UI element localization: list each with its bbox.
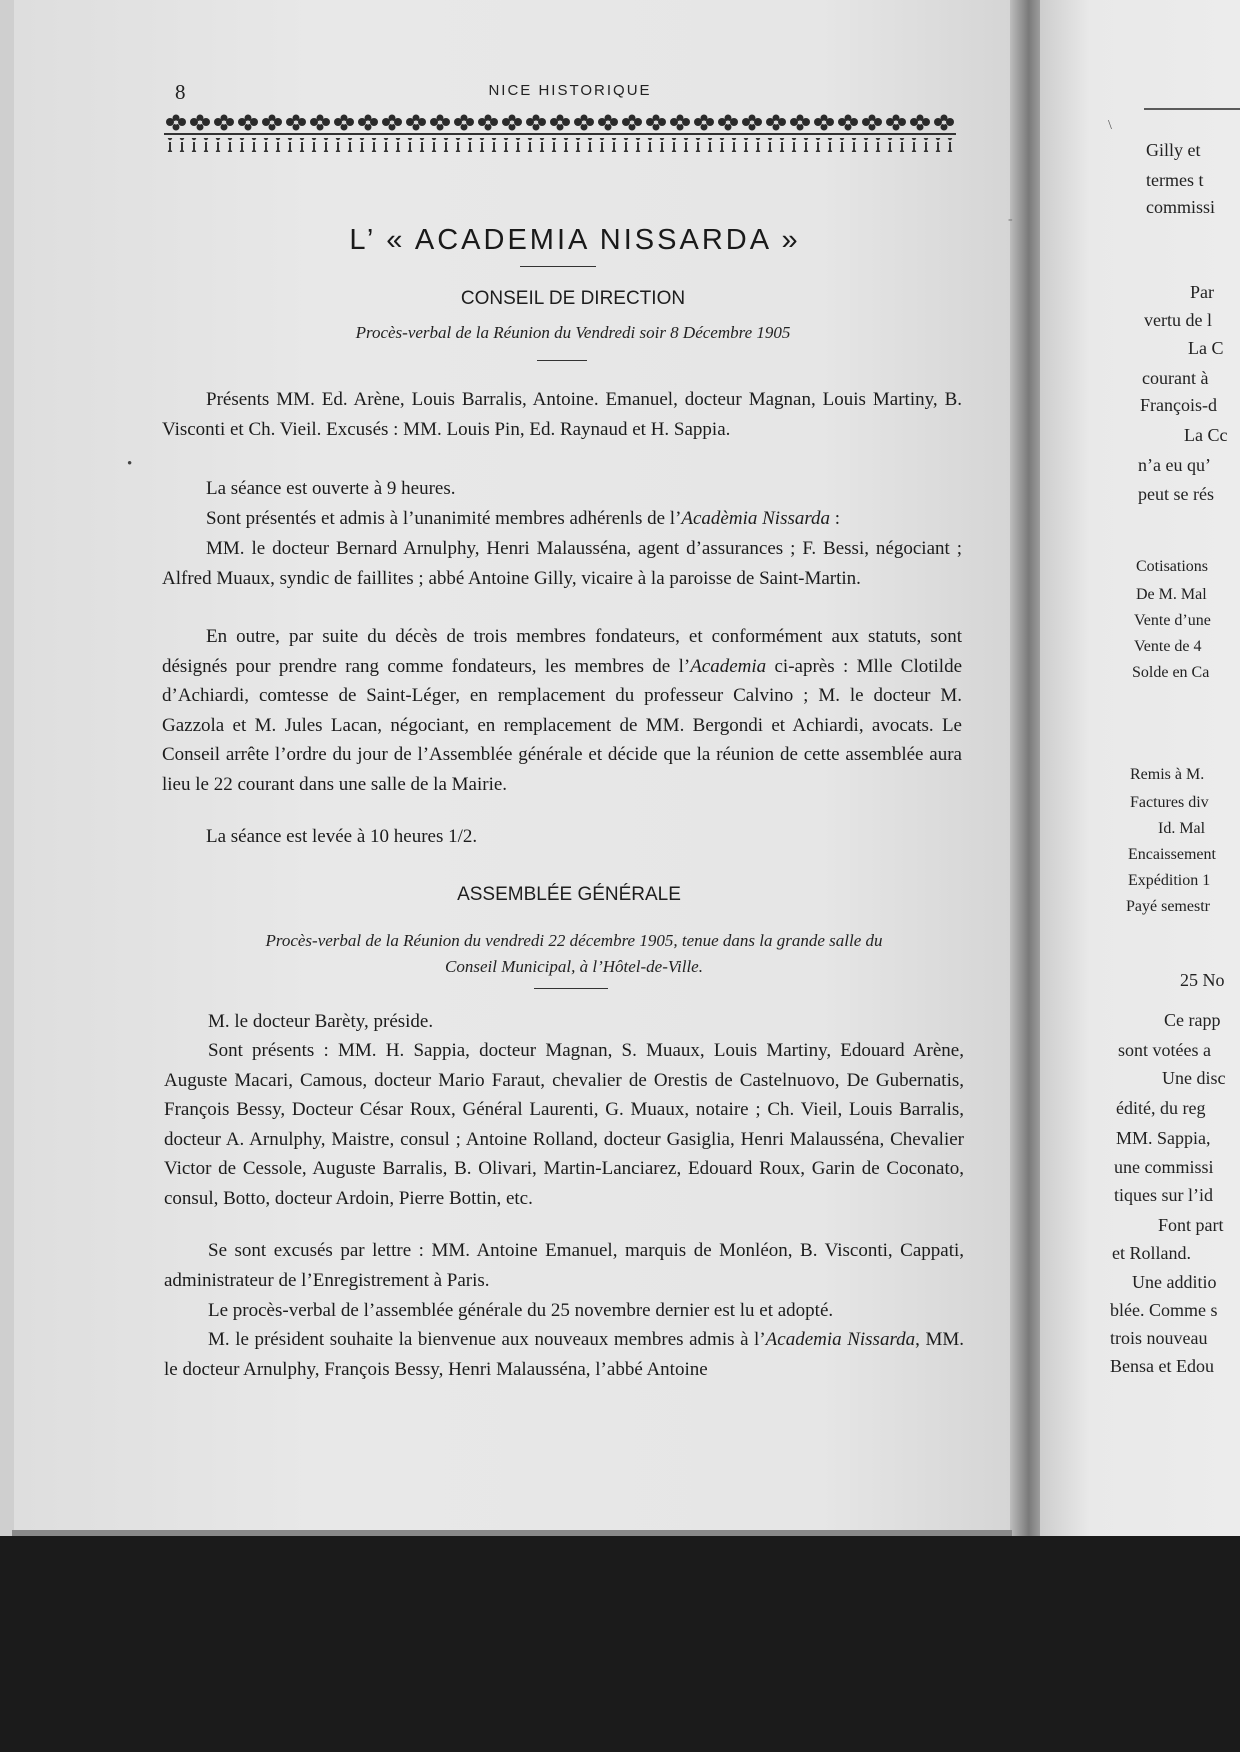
right-page-line: François-d <box>1140 395 1217 415</box>
right-page-header-rule <box>1144 108 1240 110</box>
right-page-line: Id. Mal <box>1158 820 1206 837</box>
paragraph-presents-assemblee: Sont présents : MM. H. Sappia, docteur Magnan, S. Muaux, Louis Martiny, Edouard Arène, Auguste Macari, Camous, docteur Mario Faraut, chevalier de Orestis de Castelnuovo, De Gubernatis, François Bessy, Docteur César Roux, Général Laurenti, G. Muaux, notaire ; Ch. Vieil, Louis Barralis, docteur A. Arnulphy, Maistre, consul ; Antoine Rolland, docteur Gasiglia, Henri Malausséna, Chevalier Victor de Cessole, Auguste Barralis, B. Olivari, Martin-Lanciarez, Edouard Roux, Garin de Coconato, consul, Botto, docteur Ardoin, Pierre Bottin, etc. <box>164 1040 964 1209</box>
right-page-line: tiques sur l’id <box>1114 1185 1213 1205</box>
text: M. le président souhaite la bienvenue aux nouveaux membres admis à l’ <box>208 1329 766 1350</box>
right-page-line: courant à <box>1142 368 1209 388</box>
right-page-line: vertu de l <box>1144 310 1212 330</box>
right-page-line: De M. Mal <box>1136 586 1207 603</box>
right-page-line: MM. Sappia, <box>1116 1128 1211 1148</box>
text: Sont présentés et admis à l’unanimité membres adhérenls de l’ <box>206 508 682 529</box>
right-page-line: n’a eu qu’ <box>1138 455 1211 475</box>
right-page-line: peut se rés <box>1138 484 1214 504</box>
academia-name: Academia Nissarda <box>765 1329 916 1350</box>
right-page-line: Cotisations <box>1136 558 1209 575</box>
right-page-line: Expédition 1 <box>1128 872 1211 889</box>
right-page-line: Ce rapp <box>1164 1010 1221 1030</box>
right-page-line: et Rolland. <box>1112 1243 1191 1263</box>
stray-mark: - <box>1008 212 1013 227</box>
right-page-line: La Cc <box>1184 425 1228 445</box>
right-page-line: termes t <box>1146 170 1204 190</box>
section-subtitle-conseil: Procès-verbal de la Réunion du Vendredi soir 8 Décembre 1905 <box>355 323 791 342</box>
text: : <box>830 508 841 529</box>
ornamental-border <box>164 114 956 162</box>
right-page-line: Factures div <box>1130 794 1209 811</box>
right-page-line: Encaissement <box>1128 846 1216 863</box>
paragraph-fondateurs <box>162 622 962 800</box>
section-rule <box>534 988 608 989</box>
paragraph-seance-levee: La séance est levée à 10 heures 1/2. <box>206 826 478 847</box>
paragraph-seance-ouverte: La séance est ouverte à 9 heures. <box>206 478 456 499</box>
paragraph-admis <box>162 504 962 534</box>
section-title-assemblee: ASSEMBLÉE GÉNÉRALE <box>457 884 681 905</box>
right-page-line: La C <box>1188 338 1224 358</box>
right-page-line: trois nouveau <box>1110 1328 1208 1348</box>
right-page-line: Vente d’une <box>1134 612 1211 629</box>
right-page-line: Par <box>1190 282 1214 302</box>
right-page-line: une commissi <box>1114 1157 1214 1177</box>
running-title: NICE HISTORIQUE <box>488 82 652 99</box>
right-page-line: sont votées a <box>1118 1040 1211 1060</box>
paragraph-preside: M. le docteur Barèty, préside. <box>208 1011 434 1032</box>
right-page-line: Gilly et <box>1146 140 1201 160</box>
page-number: 8 <box>175 80 186 104</box>
right-page-line: édité, du reg <box>1116 1098 1206 1118</box>
section-title-conseil: CONSEIL DE DIRECTION <box>460 288 686 309</box>
paragraph-excuses: Se sont excusés par lettre : MM. Antoine Emanuel, marquis de Monléon, B. Visconti, Cappati, administrateur de l’Enregistrement à Paris. <box>164 1240 964 1291</box>
margin-mark: • <box>127 456 133 472</box>
paragraph-new-members: MM. le docteur Bernard Arnulphy, Henri Malausséna, agent d’assurances ; F. Bessi, négociant ; Alfred Muaux, syndic de faillites ; abbé Antoine Gilly, vicaire à la paroisse de Saint-Martin. <box>162 538 962 589</box>
right-page-line: blée. Comme s <box>1110 1300 1218 1320</box>
right-page-line: commissi <box>1146 197 1216 217</box>
section-rule <box>537 360 587 361</box>
paragraph-proces-verbal: Le procès-verbal de l’assemblée générale du 25 novembre dernier est lu et adopté. <box>208 1300 834 1321</box>
text: ci-après : Mlle Clotilde d’Achiardi, comtesse de Saint-Léger, en remplacement du professeur Calvino ; M. le docteur M. Gazzola et M. Jules Lacan, négociant, en remplacement de MM. Bergondi et Achiardi, avocats. Le Conseil arrête l’ordre du jour de l’Assemblée générale et décide que la réunion de cette assemblée aura lieu le 22 courant dans une salle de la Mairie. <box>162 655 963 795</box>
right-page-line: Vente de 4 <box>1134 638 1202 655</box>
text: , MM. le docteur Arnulphy, François Bessy, Henri Malausséna, l’abbé Antoine <box>164 1329 964 1380</box>
article-title: L’ « ACADEMIA NISSARDA » <box>349 224 801 256</box>
paragraph-presents: Présents MM. Ed. Arène, Louis Barralis, Antoine. Emanuel, docteur Magnan, Louis Martiny, B. Visconti et Ch. Vieil. Excusés : MM. Louis Pin, Ed. Raynaud et H. Sappia. <box>162 389 962 440</box>
right-page-line: Une additio <box>1132 1272 1217 1292</box>
academia-name: Academia <box>690 655 767 677</box>
paragraph-bienvenue <box>164 1325 964 1384</box>
right-page-line: Une disc <box>1162 1068 1226 1088</box>
right-page-line: Payé semestr <box>1126 898 1210 915</box>
academia-name: Acadèmia Nissarda <box>681 508 831 529</box>
right-page-line: 25 No <box>1180 970 1225 990</box>
text: En outre, par suite du décès de trois membres fondateurs, et conformément aux statuts, sont désignés pour prendre rang comme fondateurs, les membres de l’ <box>162 626 962 677</box>
section-subtitle-assemblee-1: Procès-verbal de la Réunion du vendredi 22 décembre 1905, tenue dans la grande salle du <box>265 931 883 950</box>
right-page-line: Solde en Ca <box>1132 664 1210 681</box>
stray-mark: \ <box>1108 118 1112 133</box>
section-subtitle-assemblee-2: Conseil Municipal, à l’Hôtel-de-Ville. <box>445 957 703 976</box>
scanner-background <box>0 1536 1240 1752</box>
right-page-line: Bensa et Edou <box>1110 1356 1214 1376</box>
title-rule <box>520 266 596 267</box>
right-page-line: Font part <box>1158 1215 1224 1235</box>
right-page-line: Remis à M. <box>1130 766 1205 783</box>
